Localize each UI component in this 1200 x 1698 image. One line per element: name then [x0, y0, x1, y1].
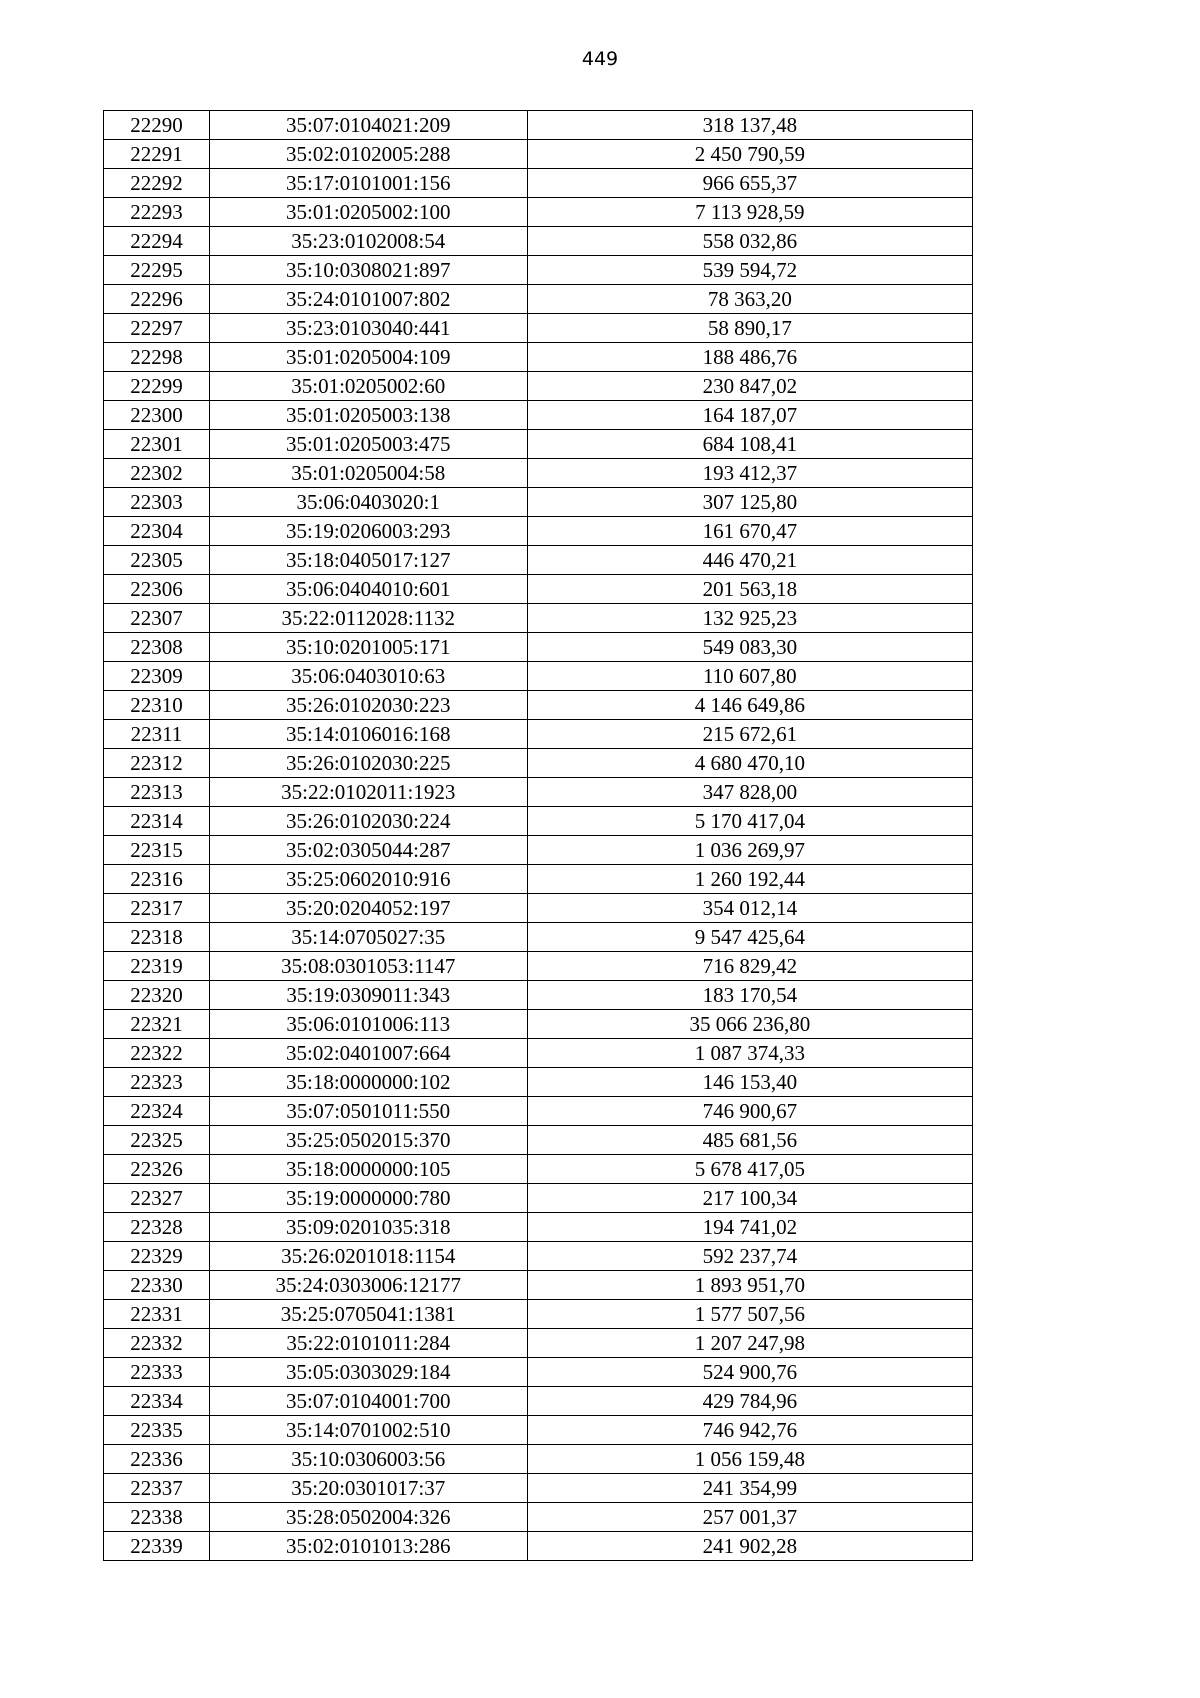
- table-row: [104, 662, 973, 691]
- table-row: [104, 604, 973, 633]
- table-row: [104, 923, 973, 952]
- table-row: [104, 894, 973, 923]
- row-number-cell: 22329: [104, 1242, 210, 1271]
- row-number-cell: 22314: [104, 807, 210, 836]
- value-cell: 746 900,67: [527, 1097, 972, 1126]
- value-cell: 485 681,56: [527, 1126, 972, 1155]
- value-cell: 446 470,21: [527, 546, 972, 575]
- row-number-cell: 22290: [104, 111, 210, 140]
- row-number-cell: 22320: [104, 981, 210, 1010]
- cadastral-number-cell: 35:10:0308021:897: [209, 256, 527, 285]
- row-number-cell: 22300: [104, 401, 210, 430]
- table-row: [104, 981, 973, 1010]
- cadastral-number-cell: 35:26:0102030:223: [209, 691, 527, 720]
- row-number-cell: 22338: [104, 1503, 210, 1532]
- cadastral-number-cell: 35:22:0102011:1923: [209, 778, 527, 807]
- table-row: [104, 749, 973, 778]
- table-row: [104, 488, 973, 517]
- value-cell: 1 260 192,44: [527, 865, 972, 894]
- value-cell: 1 207 247,98: [527, 1329, 972, 1358]
- table-row: [104, 1358, 973, 1387]
- value-cell: 558 032,86: [527, 227, 972, 256]
- row-number-cell: 22305: [104, 546, 210, 575]
- row-number-cell: 22291: [104, 140, 210, 169]
- cadastral-number-cell: 35:18:0405017:127: [209, 546, 527, 575]
- value-cell: 592 237,74: [527, 1242, 972, 1271]
- value-cell: 132 925,23: [527, 604, 972, 633]
- table-row: [104, 140, 973, 169]
- table-row: [104, 720, 973, 749]
- value-cell: 7 113 928,59: [527, 198, 972, 227]
- row-number-cell: 22328: [104, 1213, 210, 1242]
- row-number-cell: 22292: [104, 169, 210, 198]
- table-row: [104, 1068, 973, 1097]
- row-number-cell: 22322: [104, 1039, 210, 1068]
- cadastral-number-cell: 35:06:0403020:1: [209, 488, 527, 517]
- table-row: [104, 401, 973, 430]
- value-cell: 161 670,47: [527, 517, 972, 546]
- cadastral-number-cell: 35:06:0404010:601: [209, 575, 527, 604]
- row-number-cell: 22334: [104, 1387, 210, 1416]
- row-number-cell: 22326: [104, 1155, 210, 1184]
- row-number-cell: 22297: [104, 314, 210, 343]
- table-row: [104, 1242, 973, 1271]
- cadastral-number-cell: 35:14:0106016:168: [209, 720, 527, 749]
- row-number-cell: 22302: [104, 459, 210, 488]
- table-row: [104, 1300, 973, 1329]
- cadastral-number-cell: 35:19:0206003:293: [209, 517, 527, 546]
- cadastral-number-cell: 35:01:0205002:100: [209, 198, 527, 227]
- cadastral-number-cell: 35:02:0102005:288: [209, 140, 527, 169]
- cadastral-number-cell: 35:19:0000000:780: [209, 1184, 527, 1213]
- cadastral-number-cell: 35:01:0205003:138: [209, 401, 527, 430]
- table-row: [104, 633, 973, 662]
- cadastral-number-cell: 35:07:0501011:550: [209, 1097, 527, 1126]
- value-cell: 5 170 417,04: [527, 807, 972, 836]
- page-number: 449: [581, 48, 619, 70]
- table-row: [104, 807, 973, 836]
- cadastral-number-cell: 35:02:0401007:664: [209, 1039, 527, 1068]
- value-cell: 78 363,20: [527, 285, 972, 314]
- value-cell: 347 828,00: [527, 778, 972, 807]
- row-number-cell: 22309: [104, 662, 210, 691]
- value-cell: 1 056 159,48: [527, 1445, 972, 1474]
- value-cell: 164 187,07: [527, 401, 972, 430]
- table-row: [104, 691, 973, 720]
- value-cell: 194 741,02: [527, 1213, 972, 1242]
- cadastral-number-cell: 35:22:0101011:284: [209, 1329, 527, 1358]
- table-row: [104, 1184, 973, 1213]
- value-cell: 257 001,37: [527, 1503, 972, 1532]
- table-row: [104, 1474, 973, 1503]
- row-number-cell: 22316: [104, 865, 210, 894]
- cadastral-number-cell: 35:20:0204052:197: [209, 894, 527, 923]
- row-number-cell: 22306: [104, 575, 210, 604]
- table-row: [104, 865, 973, 894]
- value-cell: 183 170,54: [527, 981, 972, 1010]
- cadastral-number-cell: 35:07:0104001:700: [209, 1387, 527, 1416]
- cadastral-number-cell: 35:19:0309011:343: [209, 981, 527, 1010]
- value-cell: 549 083,30: [527, 633, 972, 662]
- value-cell: 716 829,42: [527, 952, 972, 981]
- table-row: [104, 1271, 973, 1300]
- value-cell: 58 890,17: [527, 314, 972, 343]
- row-number-cell: 22301: [104, 430, 210, 459]
- value-cell: 1 893 951,70: [527, 1271, 972, 1300]
- table-row: [104, 1039, 973, 1068]
- row-number-cell: 22304: [104, 517, 210, 546]
- registry-table: [103, 110, 973, 1561]
- row-number-cell: 22324: [104, 1097, 210, 1126]
- value-cell: 5 678 417,05: [527, 1155, 972, 1184]
- value-cell: 1 577 507,56: [527, 1300, 972, 1329]
- cadastral-number-cell: 35:02:0305044:287: [209, 836, 527, 865]
- row-number-cell: 22335: [104, 1416, 210, 1445]
- row-number-cell: 22339: [104, 1532, 210, 1561]
- value-cell: 318 137,48: [527, 111, 972, 140]
- table-row: [104, 1445, 973, 1474]
- row-number-cell: 22327: [104, 1184, 210, 1213]
- table-row: [104, 1126, 973, 1155]
- table-row: [104, 575, 973, 604]
- value-cell: 1 087 374,33: [527, 1039, 972, 1068]
- row-number-cell: 22317: [104, 894, 210, 923]
- cadastral-number-cell: 35:28:0502004:326: [209, 1503, 527, 1532]
- row-number-cell: 22336: [104, 1445, 210, 1474]
- cadastral-number-cell: 35:01:0205002:60: [209, 372, 527, 401]
- value-cell: 4 146 649,86: [527, 691, 972, 720]
- table-row: [104, 546, 973, 575]
- table-row: [104, 1532, 973, 1561]
- table-row: [104, 459, 973, 488]
- table-row: [104, 517, 973, 546]
- table-row: [104, 1329, 973, 1358]
- row-number-cell: 22294: [104, 227, 210, 256]
- table-row: [104, 169, 973, 198]
- cadastral-number-cell: 35:01:0205003:475: [209, 430, 527, 459]
- table-row: [104, 111, 973, 140]
- cadastral-number-cell: 35:14:0705027:35: [209, 923, 527, 952]
- row-number-cell: 22332: [104, 1329, 210, 1358]
- cadastral-number-cell: 35:25:0502015:370: [209, 1126, 527, 1155]
- value-cell: 217 100,34: [527, 1184, 972, 1213]
- table-row: [104, 836, 973, 865]
- value-cell: 684 108,41: [527, 430, 972, 459]
- row-number-cell: 22331: [104, 1300, 210, 1329]
- table-row: [104, 372, 973, 401]
- table-row: [104, 198, 973, 227]
- value-cell: 354 012,14: [527, 894, 972, 923]
- value-cell: 35 066 236,80: [527, 1010, 972, 1039]
- value-cell: 9 547 425,64: [527, 923, 972, 952]
- cadastral-number-cell: 35:07:0104021:209: [209, 111, 527, 140]
- cadastral-number-cell: 35:23:0103040:441: [209, 314, 527, 343]
- value-cell: 746 942,76: [527, 1416, 972, 1445]
- cadastral-number-cell: 35:25:0602010:916: [209, 865, 527, 894]
- table-row: [104, 256, 973, 285]
- cadastral-number-cell: 35:18:0000000:105: [209, 1155, 527, 1184]
- value-cell: 201 563,18: [527, 575, 972, 604]
- value-cell: 215 672,61: [527, 720, 972, 749]
- value-cell: 4 680 470,10: [527, 749, 972, 778]
- cadastral-number-cell: 35:10:0201005:171: [209, 633, 527, 662]
- row-number-cell: 22293: [104, 198, 210, 227]
- cadastral-number-cell: 35:10:0306003:56: [209, 1445, 527, 1474]
- row-number-cell: 22318: [104, 923, 210, 952]
- row-number-cell: 22307: [104, 604, 210, 633]
- cadastral-number-cell: 35:05:0303029:184: [209, 1358, 527, 1387]
- cadastral-number-cell: 35:06:0101006:113: [209, 1010, 527, 1039]
- table-row: [104, 1010, 973, 1039]
- row-number-cell: 22303: [104, 488, 210, 517]
- cadastral-number-cell: 35:26:0102030:224: [209, 807, 527, 836]
- row-number-cell: 22298: [104, 343, 210, 372]
- table-row: [104, 1503, 973, 1532]
- cadastral-number-cell: 35:24:0303006:12177: [209, 1271, 527, 1300]
- cadastral-number-cell: 35:26:0201018:1154: [209, 1242, 527, 1271]
- row-number-cell: 22330: [104, 1271, 210, 1300]
- row-number-cell: 22295: [104, 256, 210, 285]
- value-cell: 429 784,96: [527, 1387, 972, 1416]
- table-row: [104, 952, 973, 981]
- table-row: [104, 430, 973, 459]
- value-cell: 241 354,99: [527, 1474, 972, 1503]
- cadastral-number-cell: 35:23:0102008:54: [209, 227, 527, 256]
- row-number-cell: 22325: [104, 1126, 210, 1155]
- row-number-cell: 22311: [104, 720, 210, 749]
- cadastral-number-cell: 35:02:0101013:286: [209, 1532, 527, 1561]
- row-number-cell: 22321: [104, 1010, 210, 1039]
- table-row: [104, 1416, 973, 1445]
- table-row: [104, 285, 973, 314]
- table-row: [104, 1155, 973, 1184]
- value-cell: 241 902,28: [527, 1532, 972, 1561]
- value-cell: 1 036 269,97: [527, 836, 972, 865]
- value-cell: 110 607,80: [527, 662, 972, 691]
- cadastral-number-cell: 35:24:0101007:802: [209, 285, 527, 314]
- cadastral-number-cell: 35:20:0301017:37: [209, 1474, 527, 1503]
- table-row: [104, 227, 973, 256]
- value-cell: 230 847,02: [527, 372, 972, 401]
- cadastral-number-cell: 35:06:0403010:63: [209, 662, 527, 691]
- table-row: [104, 1387, 973, 1416]
- value-cell: 188 486,76: [527, 343, 972, 372]
- cadastral-number-cell: 35:01:0205004:109: [209, 343, 527, 372]
- row-number-cell: 22308: [104, 633, 210, 662]
- value-cell: 539 594,72: [527, 256, 972, 285]
- table-row: [104, 778, 973, 807]
- cadastral-number-cell: 35:01:0205004:58: [209, 459, 527, 488]
- cadastral-number-cell: 35:22:0112028:1132: [209, 604, 527, 633]
- value-cell: 307 125,80: [527, 488, 972, 517]
- cadastral-number-cell: 35:08:0301053:1147: [209, 952, 527, 981]
- row-number-cell: 22310: [104, 691, 210, 720]
- table-row: [104, 1097, 973, 1126]
- row-number-cell: 22323: [104, 1068, 210, 1097]
- cadastral-number-cell: 35:18:0000000:102: [209, 1068, 527, 1097]
- row-number-cell: 22296: [104, 285, 210, 314]
- value-cell: 966 655,37: [527, 169, 972, 198]
- registry-table-body: [104, 111, 973, 1561]
- table-row: [104, 1213, 973, 1242]
- cadastral-number-cell: 35:17:0101001:156: [209, 169, 527, 198]
- row-number-cell: 22315: [104, 836, 210, 865]
- row-number-cell: 22313: [104, 778, 210, 807]
- value-cell: 146 153,40: [527, 1068, 972, 1097]
- cadastral-number-cell: 35:09:0201035:318: [209, 1213, 527, 1242]
- table-row: [104, 343, 973, 372]
- cadastral-number-cell: 35:26:0102030:225: [209, 749, 527, 778]
- value-cell: 2 450 790,59: [527, 140, 972, 169]
- cadastral-number-cell: 35:25:0705041:1381: [209, 1300, 527, 1329]
- row-number-cell: 22337: [104, 1474, 210, 1503]
- row-number-cell: 22333: [104, 1358, 210, 1387]
- row-number-cell: 22319: [104, 952, 210, 981]
- row-number-cell: 22312: [104, 749, 210, 778]
- value-cell: 193 412,37: [527, 459, 972, 488]
- row-number-cell: 22299: [104, 372, 210, 401]
- value-cell: 524 900,76: [527, 1358, 972, 1387]
- cadastral-number-cell: 35:14:0701002:510: [209, 1416, 527, 1445]
- table-row: [104, 314, 973, 343]
